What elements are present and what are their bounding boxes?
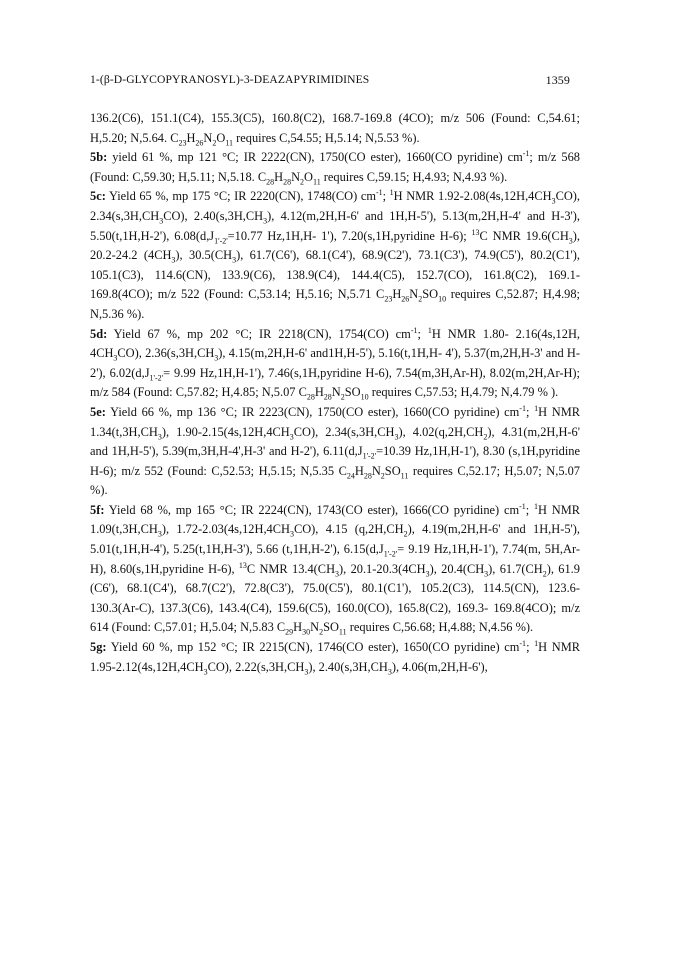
paragraph-text: Yield 68 %, mp 165 °C; IR 2224(CN), 1743(CO ester), 1666(CO pyridine) $cm^{-1}$; $^1$H NMR $1.09(t,3H,CH_3)$, $1.72-2.03(4s,12H,4CH_3CO)$, 4.15 $(q,2H,CH_2)$, 4.19(m,2H,H-6' and 1H,H-5'), 5.01(t,1H,H-4'), 5.25(t,1H,H-3'), 5.66 (t,1H,H-2'), $6.15(d,J_{1'-2'}= 9.19$ Hz,1H,H-1'), 7.74(m, 5H,Ar-H), 8.60(s,1H,pyridine H-6), $^{13}$C NMR $13.4(CH_3)$, $20.1-20.3(4CH_3)$, $20.4(CH_3)$, $61.7(CH_2)$, 61.9 (C6'), 68.1(C4'), 68.7(C2'), 72.8(C3'), 75.0(C5'), 80.1(C1'), 105.2(C3), 114.5(CN), 123.6-130.3(Ar-C), 137.3(C6), 143.4(C4), 159.6(C5), 160.0(CO), 165.8(C2), 169.3- 169.8(4CO); m/z 614 (Found: C,57.01; H,5.04; N,5.83 $C_{29}H_{30}N_2SO_{11}$ requires C,56.68; H,4.88; N,4.56 %). <box>90 501 580 637</box>
compound-label: 5g: <box>90 640 107 655</box>
compound-label: 5d: <box>90 326 108 341</box>
compound-label: 5b: <box>90 150 108 165</box>
paragraph-text: Yield 60 %, mp 152 °C; IR 2215(CN), 1746(CO ester), 1650(CO pyridine) $cm^{-1}$; $^1$H NMR $1.95-2.12(4s,12H,4CH_3CO)$, $2.22(s,3H,CH_3)$, $2.40(s,3H,CH_3)$, 4.06(m,2H,H-6'), <box>90 638 580 677</box>
paragraph-text: Yield 67 %, mp 202 °C; IR 2218(CN), 1754(CO) $cm^{-1}$; $^1$H NMR 1.80- 2.16(4s,12H, $4CH_3CO$), $2.36(s,3H,CH_3)$, 4.15(m,2H,H-6' and1H,H-5'), 5.16(t,1H,H- 4'), 5.37(m,2H,H-3' and H-2'), $6.02(d,J_{1'-2'}= 9.99$ Hz,1H,H-1'), 7.46(s,1H,pyridine H-6), 7.54(m,3H,Ar-H), 8.02(m,2H,Ar-H); m/z 584 (Found: C,57.82; H,4.85; N,5.07 $C_{28}H_{28}N_2SO_{10}$ requires C,57.53; H,4.79; N,4.79 % ). <box>90 325 580 402</box>
compound-label: 5e: <box>90 404 106 419</box>
running-head <box>90 73 582 89</box>
paragraph-text: Yield 65 %, mp 175 °C; IR 2220(CN), 1748(CO) $cm^{-1}$; $^1$H NMR $1.92-2.08(4s,12H,4CH_3CO)$, $2.34(s,3H,CH_3CO)$, $2.40(s,3H,CH_3)$, 4.12(m,2H,H-6' and 1H,H-5'), 5.13(m,2H,H-4' and H-3'), 5.50(t,1H,H-2'), $6.08(d,J_{1'-2'}=10.77$ Hz,1H,H- 1'), 7.20(s,1H,pyridine H-6); $^{13}$C NMR $19.6(CH_3)$, 20.2-24.2 $(4CH_3)$, $30.5(CH_3)$, 61.7(C6'), 68.1(C4'), 68.9(C2'), 73.1(C3'), 74.9(C5'), 80.2(C1'), 105.1(C3), 114.6(CN), 133.9(C6), 138.9(C4), 144.4(C5), 152.7(CO), 161.8(C2), 169.1-169.8(4CO); m/z 522 (Found: C,53.14; H,5.16; N,5.71 $C_{23}H_{26}N_2SO_{10}$ requires C,52.87; H,4.98; N,5.36 %). <box>90 188 581 321</box>
paragraph-5b <box>90 148 580 187</box>
paragraph-5d <box>90 325 580 403</box>
compound-label: 5f: <box>90 502 105 517</box>
paragraph-5g <box>90 638 580 677</box>
paragraph-text: yield 61 %, mp 121 °C; IR 2222(CN), 1750(CO ester), 1660(CO pyridine) $cm^{-1}$; m/z 568 (Found: C,59.30; H,5.11; N,5.18. $C_{28}H_{28}N_2O_{11}$ requires C,59.15; H,4.93; N,4.93 %). <box>90 149 580 187</box>
paragraph-text: 136.2(C6), 151.1(C4), 155.3(C5), 160.8(C2), 168.7-169.8 (4CO); m/z 506 (Found: C,54.61; H,5.20; N,5.64. $C_{23}H_{26}N_2O_{11}$ requires C,54.55; H,5.14; N,5.53 %). <box>90 111 580 148</box>
compound-label: 5c: <box>90 189 106 204</box>
body-text <box>90 109 580 677</box>
paragraph-5f <box>90 501 580 638</box>
paragraph-5e <box>90 403 580 501</box>
paragraph-5c <box>90 187 580 324</box>
running-head-title: 1-(β-D-GLYCOPYRANOSYL)-3-DEAZAPYRIMIDINES <box>90 73 370 86</box>
paragraph-text: Yield 66 %, mp 136 °C; IR 2223(CN), 1750(CO ester), 1660(CO pyridine) $cm^{-1}$; $^1$H NMR $1.34(t,3H,CH_3)$, $1.90-2.15(4s,12H,4CH_3CO)$, $2.34(s,3H,CH_3)$, $4.02(q,2H,CH_2)$, 4.31(m,2H,H-6' and 1H,H-5'), 5.39(m,3H,H-4',H-3' and H-2'), $6.11(d,J_{1'-2'}=10.39$ Hz,1H,H-1'), 8.30 (s,1H,pyridine H-6); m/z 552 (Found: C,52.53; H,5.15; N,5.35 $C_{24}H_{28}N_2SO_{11}$ requires C,52.17; H,5.07; N,5.07 %). <box>90 403 580 498</box>
page-number: 1359 <box>545 73 570 87</box>
paragraph-5b-cont <box>90 109 580 148</box>
